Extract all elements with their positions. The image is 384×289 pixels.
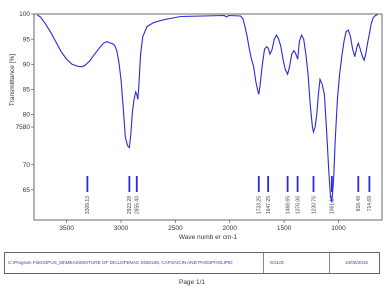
peak-marker (313, 176, 315, 192)
x-tick-label: 1500 (276, 225, 292, 232)
x-tick-label: 1000 (331, 225, 346, 232)
footer-divider (263, 253, 264, 273)
y-tick-label: 95 (22, 36, 30, 44)
transmittance-line (37, 15, 377, 203)
peak-marker (86, 176, 88, 192)
peak-label: 1647.25 (265, 196, 272, 215)
y-tick-label: 7580 (15, 124, 30, 132)
peak-marker (357, 176, 359, 192)
x-tick-label: 2500 (168, 225, 183, 232)
peak-label: 1376.06 (295, 196, 302, 215)
x-axis (59, 220, 346, 232)
peak-label: 1733.25 (256, 196, 263, 215)
peak-marker (128, 176, 130, 192)
peak-label: 1061.14 (329, 196, 336, 215)
peak-label: 714.69 (367, 196, 374, 212)
peak-marker (136, 176, 138, 192)
peak-label: 818.49 (356, 196, 363, 212)
x-axis-title: Wave numb er cm-1 (178, 234, 238, 241)
y-tick-label: 70 (22, 161, 30, 169)
y-tick-label: 90 (22, 61, 30, 69)
x-tick-label: 2000 (222, 225, 237, 232)
y-tick-label: 100 (19, 11, 30, 19)
x-tick-label: 3500 (59, 225, 74, 232)
y-axis (16, 11, 34, 194)
page-number: Page 1/1 (178, 279, 206, 286)
peak-label: 3309.13 (85, 196, 92, 215)
y-tick-label: 85 (22, 86, 30, 94)
footer-divider (329, 253, 330, 273)
peak-marker (258, 176, 260, 192)
peak-marker (368, 176, 370, 192)
peak-label: 2923.28 (127, 196, 134, 215)
report-footer (4, 252, 380, 274)
sample-state-text: SOLID (270, 260, 284, 265)
y-axis-title: Transmittance [%] (9, 53, 16, 107)
peak-label: 2855.40 (134, 196, 141, 215)
y-tick-label: 65 (22, 187, 30, 195)
x-tick-label: 3000 (113, 225, 129, 232)
peak-label: 1230.76 (311, 196, 318, 215)
y-tick-label: 80 (22, 111, 30, 119)
file-path-text: C:\Program Files\OPUS_65\MEAS\MIXTURE OF DICLOFENAC SODIUM, CAPSAICIN AND PHOSPHOLIPID (8, 260, 233, 265)
date-text: 10/06/2016 (345, 260, 368, 265)
peak-label: 1468.65 (285, 196, 292, 215)
peak-marker (297, 176, 299, 192)
peak-marker (267, 176, 269, 192)
peak-marker (287, 176, 289, 192)
